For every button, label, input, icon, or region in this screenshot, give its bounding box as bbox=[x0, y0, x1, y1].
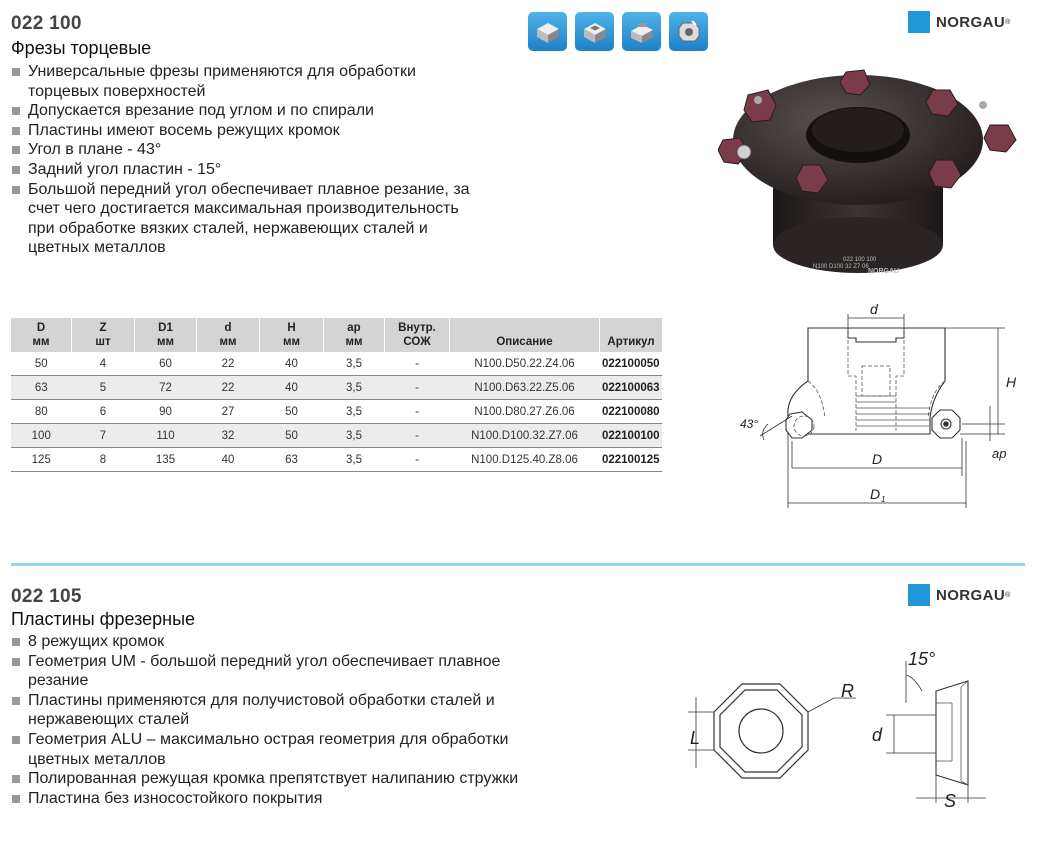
norgau-logo: NORGAU ® bbox=[908, 584, 1010, 606]
col-header-description: Описание bbox=[450, 318, 600, 352]
section1-title: Фрезы торцевые bbox=[11, 38, 152, 58]
product-label-article: 022 100 100 bbox=[843, 257, 877, 263]
list-item: Пластины применяются для получистовой обработки сталей и нержавеющих сталей bbox=[11, 691, 531, 730]
insert-side-view-drawing bbox=[866, 643, 1004, 808]
bullet-icon bbox=[12, 68, 20, 76]
col-header-Z: Z шт bbox=[72, 318, 135, 352]
list-item: Полированная режущая кромка препятствует налипанию стружки bbox=[11, 769, 531, 789]
bullet-icon bbox=[12, 107, 20, 115]
table-row: 63 5 72 22 40 3,5 - N100.D63.22.Z5.06 022100063 bbox=[11, 376, 662, 400]
bullet-icon bbox=[12, 638, 20, 646]
logo-square-icon bbox=[908, 11, 930, 33]
bullet-icon bbox=[12, 736, 20, 744]
col-header-H: H мм bbox=[260, 318, 324, 352]
col-header-coolant: Внутр. СОЖ bbox=[385, 318, 450, 352]
section2-title: Пластины фрезерные bbox=[11, 609, 196, 629]
pocket-milling-icon bbox=[575, 12, 614, 51]
dim-label-d: d bbox=[872, 725, 883, 745]
application-icons bbox=[528, 12, 708, 51]
table-header-row bbox=[11, 318, 662, 352]
list-item: Геометрия UM - большой передний угол обеспечивает плавное резание bbox=[11, 652, 531, 691]
section1-code: 022 100 bbox=[11, 13, 82, 34]
dim-label-D1: D bbox=[870, 486, 881, 502]
col-header-D: D мм bbox=[11, 318, 72, 352]
bullet-icon bbox=[12, 697, 20, 705]
product-label-description: N100 D100 32 Z7 06 bbox=[813, 264, 869, 270]
bullet-icon bbox=[12, 795, 20, 803]
dim-label-D: D bbox=[872, 451, 883, 467]
table-row: 80 6 90 27 50 3,5 - N100.D80.27.Z6.06 022100080 bbox=[11, 400, 662, 424]
spec-table bbox=[11, 318, 662, 472]
cutter-technical-drawing bbox=[730, 296, 1030, 514]
list-item: Пластины имеют восемь режущих кромок bbox=[11, 121, 481, 141]
section1-feature-list bbox=[11, 62, 481, 258]
dim-label-d: d bbox=[870, 301, 878, 317]
table-row: 100 7 110 32 50 3,5 - N100.D100.32.Z7.06 022100100 bbox=[11, 424, 662, 448]
insert-icon bbox=[669, 12, 708, 51]
list-item: Допускается врезание под углом и по спирали bbox=[11, 101, 481, 121]
table-row: 50 4 60 22 40 3,5 - N100.D50.22.Z4.06 022100050 bbox=[11, 352, 662, 376]
milling-cutter-image bbox=[718, 60, 1028, 290]
list-item: Универсальные фрезы применяются для обработки торцевых поверхностей bbox=[11, 62, 481, 101]
logo-square-icon bbox=[908, 584, 930, 606]
shoulder-milling-icon bbox=[622, 12, 661, 51]
dim-label-angle: 15° bbox=[908, 649, 936, 669]
bullet-icon bbox=[12, 146, 20, 154]
dim-label-H: H bbox=[1006, 374, 1017, 390]
insert-top-view-drawing bbox=[684, 672, 866, 812]
dim-label-L: L bbox=[690, 728, 701, 748]
dim-label-S: S bbox=[944, 791, 957, 808]
bullet-icon bbox=[12, 166, 20, 174]
list-item: Геометрия ALU – максимально острая геометрия для обработки цветных металлов bbox=[11, 730, 531, 769]
bullet-icon bbox=[12, 775, 20, 783]
product-label-brand: NORGAU bbox=[868, 268, 900, 275]
list-item: Большой передний угол обеспечивает плавное резание, за счет чего достигается максимальная производительность при обработке вязких сталей, нержавеющих сталей и цветных металлов bbox=[11, 180, 481, 258]
section2-code: 022 105 bbox=[11, 586, 82, 607]
dim-label-angle: 43° bbox=[740, 417, 759, 431]
section2-feature-list bbox=[11, 632, 531, 808]
dim-label-R: R bbox=[841, 681, 854, 701]
col-header-article: Артикул bbox=[600, 318, 663, 352]
section-divider bbox=[11, 563, 1025, 566]
norgau-logo: NORGAU ® bbox=[908, 11, 1010, 33]
bullet-icon bbox=[12, 186, 20, 194]
face-milling-icon bbox=[528, 12, 567, 51]
bullet-icon bbox=[12, 127, 20, 135]
bullet-icon bbox=[12, 658, 20, 666]
dim-label-D1-subscript: 1 bbox=[881, 495, 886, 504]
list-item: Пластина без износостойкого покрытия bbox=[11, 789, 531, 809]
dim-label-ap: ap bbox=[992, 446, 1007, 461]
list-item: Задний угол пластин - 15° bbox=[11, 160, 481, 180]
col-header-d: d мм bbox=[197, 318, 260, 352]
list-item: Угол в плане - 43° bbox=[11, 140, 481, 160]
list-item: 8 режущих кромок bbox=[11, 632, 531, 652]
table-row: 125 8 135 40 63 3,5 - N100.D125.40.Z8.06 022100125 bbox=[11, 448, 662, 472]
col-header-ap: ap мм bbox=[324, 318, 385, 352]
col-header-D1: D1 мм bbox=[135, 318, 197, 352]
